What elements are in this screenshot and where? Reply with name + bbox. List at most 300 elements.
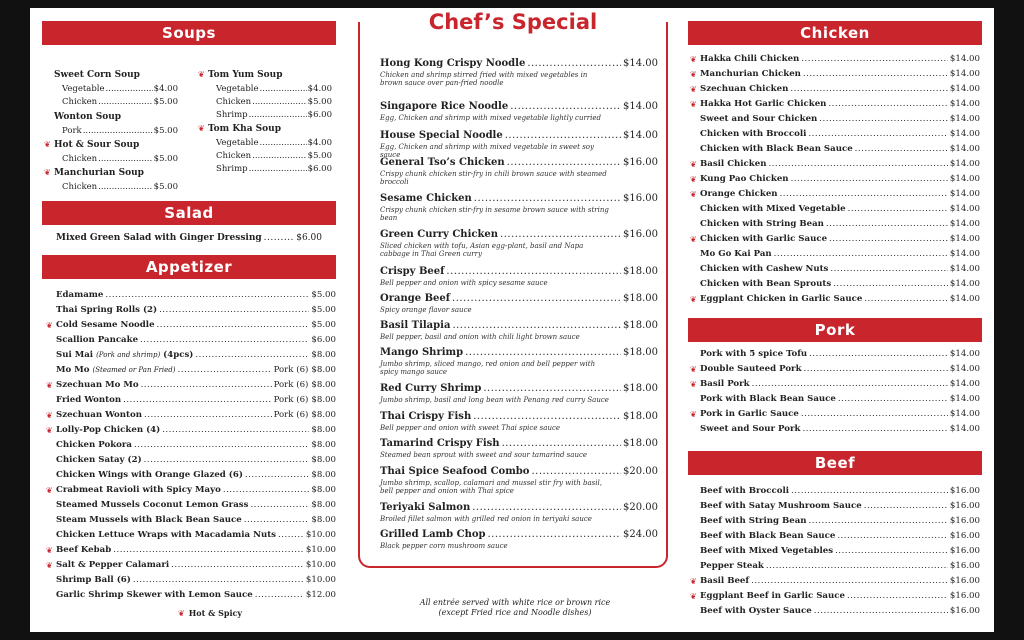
leader-dots <box>803 67 948 82</box>
leader-dots <box>507 156 621 170</box>
chili-icon: ❦ <box>690 295 697 304</box>
special-item-row <box>380 156 658 170</box>
chili-icon: ❦ <box>46 321 53 330</box>
menu-item-name: Beef with Black Bean Sauce <box>700 531 836 541</box>
menu-item-name: Sui Mai <box>56 350 94 360</box>
salad-item <box>56 231 322 246</box>
soup-variant <box>216 82 332 96</box>
menu-item <box>690 407 980 422</box>
chili-icon: ❦ <box>198 70 205 79</box>
soup-variant <box>216 162 332 176</box>
menu-item-price: $14.00 <box>623 58 658 69</box>
menu-item-name: Fried Wonton <box>56 395 122 405</box>
menu-item-name: Thai Crispy Fish <box>380 411 472 422</box>
chefs-special-title-text: Chef’s Special <box>419 10 607 34</box>
leader-dots <box>483 382 621 396</box>
chili-icon: ❦ <box>690 577 697 586</box>
menu-item-price: $16.00 <box>949 486 980 496</box>
leader-dots <box>133 573 304 588</box>
menu-item-price: $20.00 <box>623 502 658 513</box>
special-item <box>380 156 658 186</box>
special-item-row <box>380 129 658 143</box>
menu-item-price: $8.00 <box>311 350 336 360</box>
menu-item-price: $14.00 <box>623 130 658 141</box>
menu-item <box>690 292 980 307</box>
menu-item-price: $16.00 <box>949 606 980 616</box>
menu-item-name: Pork with 5 spice Tofu <box>700 349 808 359</box>
menu-item <box>56 348 336 363</box>
menu-item <box>700 112 980 127</box>
soup-name: Manchurian Soup <box>54 168 144 178</box>
leader-dots <box>500 228 621 242</box>
leader-dots <box>472 501 621 515</box>
menu-item-name: Hong Kong Crispy Noodle <box>380 58 526 69</box>
leader-dots <box>768 157 947 172</box>
soup-variant-price: $5.00 <box>153 182 178 192</box>
leader-dots <box>808 127 948 142</box>
menu-item-name: Crabmeat Ravioli with Spicy Mayo <box>56 485 221 495</box>
menu-item-name: Lolly-Pop Chicken (4) <box>56 425 161 435</box>
leader-dots <box>134 438 309 453</box>
beef-banner: Beef <box>688 451 982 475</box>
leader-dots <box>245 468 309 483</box>
leader-dots <box>502 437 621 451</box>
chili-icon: ❦ <box>690 235 697 244</box>
menu-item <box>46 408 336 423</box>
soups-banner: Soups <box>42 21 336 45</box>
menu-item-count: Pork (6) <box>273 380 309 390</box>
leader-dots <box>264 231 295 246</box>
menu-item-price: $18.00 <box>623 320 658 331</box>
menu-item <box>56 453 336 468</box>
special-item <box>380 292 658 314</box>
menu-item-name: Beef with String Bean <box>700 516 807 526</box>
leader-dots <box>802 422 947 437</box>
special-item <box>380 382 658 404</box>
leader-dots <box>774 247 948 262</box>
menu-item-count: Pork (6) <box>273 395 309 405</box>
leader-dots <box>766 559 948 574</box>
leader-dots <box>249 108 307 122</box>
leader-dots <box>830 262 948 277</box>
menu-item-price: $18.00 <box>623 438 658 449</box>
leader-dots <box>98 95 153 109</box>
leader-dots <box>446 265 621 279</box>
menu-item-price: $14.00 <box>949 249 980 259</box>
chefs-special-box <box>358 10 668 568</box>
menu-item-name: Red Curry Shrimp <box>380 383 482 394</box>
leader-dots <box>123 393 271 408</box>
menu-item-name: Edamame <box>56 290 104 300</box>
menu-item <box>700 604 980 619</box>
menu-item-name: Chicken with Mixed Vegetable <box>700 204 846 214</box>
menu-item <box>56 513 336 528</box>
soup-name: Tom Kha Soup <box>208 124 281 134</box>
leader-dots <box>488 528 622 542</box>
menu-item-price: $14.00 <box>949 114 980 124</box>
menu-item-price: $8.00 <box>311 440 336 450</box>
menu-item-description: Egg, Chicken and shrimp with mixed vegetable lightly curried <box>380 114 602 122</box>
menu-item-name: Pepper Steak <box>700 561 764 571</box>
menu-item-description: Broiled fillet salmon with grilled red onion in teriyaki sauce <box>380 515 592 523</box>
menu-item-name: Orange Chicken <box>700 189 778 199</box>
menu-item-description: Bell pepper and onion with spicy sesame sauce <box>380 279 548 287</box>
menu-item <box>56 528 336 543</box>
menu-item-name: Kung Pao Chicken <box>700 174 789 184</box>
menu-item-name: Mo Mo <box>56 365 90 375</box>
menu-item-price: $14.00 <box>949 159 980 169</box>
menu-item-price: $14.00 <box>949 144 980 154</box>
soup-variant <box>62 180 178 194</box>
pork-banner: Pork <box>688 318 982 342</box>
menu-item-name: Mango Shrimp <box>380 347 464 358</box>
special-item <box>380 192 658 222</box>
soup-variant-price: $4.00 <box>307 138 332 148</box>
leader-dots <box>505 129 621 143</box>
leader-dots <box>780 187 948 202</box>
menu-item-price: $16.00 <box>623 157 658 168</box>
menu-item <box>690 172 980 187</box>
menu-item <box>700 544 980 559</box>
menu-item-price: $18.00 <box>623 347 658 358</box>
leader-dots <box>452 319 621 333</box>
menu-item-price: $14.00 <box>949 379 980 389</box>
menu-item <box>690 187 980 202</box>
soup-name: Tom Yum Soup <box>208 70 283 80</box>
soup-variant-price: $4.00 <box>153 84 178 94</box>
menu-item-count: Pork (6) <box>273 410 309 420</box>
leader-dots <box>814 604 948 619</box>
chefs-special-title <box>360 10 666 34</box>
chicken-banner: Chicken <box>688 21 982 45</box>
menu-item-name: Singapore Rice Noodle <box>380 101 509 112</box>
menu-item-price: $20.00 <box>623 466 658 477</box>
soup-variant <box>216 95 332 109</box>
leader-dots <box>157 318 310 333</box>
menu-item-price: $14.00 <box>949 219 980 229</box>
menu-item-price: $8.00 <box>311 410 336 420</box>
chili-icon: ❦ <box>690 160 697 169</box>
leader-dots <box>809 347 948 362</box>
menu-item <box>700 202 980 217</box>
chili-icon: ❦ <box>46 426 53 435</box>
menu-item-price: $14.00 <box>949 84 980 94</box>
menu-item-name: Thai Spice Seafood Combo <box>380 466 530 477</box>
menu-item-name: Szechuan Chicken <box>700 84 789 94</box>
menu-item-name: Chicken with Garlic Sauce <box>700 234 828 244</box>
leader-dots <box>791 484 948 499</box>
menu-item-price: $16.00 <box>949 546 980 556</box>
chili-icon: ❦ <box>690 365 697 374</box>
special-item <box>380 100 658 122</box>
soup-variant <box>62 95 178 109</box>
chili-icon: ❦ <box>690 380 697 389</box>
menu-item <box>700 422 980 437</box>
leader-dots <box>223 483 310 498</box>
menu-item-name: Green Curry Chicken <box>380 229 499 240</box>
menu-item-name: Chicken Wings with Orange Glazed (6) <box>56 470 243 480</box>
chili-icon: ❦ <box>690 410 697 419</box>
chili-icon: ❦ <box>46 411 53 420</box>
special-item-row <box>380 437 658 451</box>
menu-item-note: (Pork and shrimp) <box>96 351 161 359</box>
menu-item-name: Manchurian Chicken <box>700 69 801 79</box>
chili-icon: ❦ <box>690 85 697 94</box>
soup-variant-label: Chicken <box>62 182 98 192</box>
menu-item <box>46 543 336 558</box>
menu-item-name: Beef with Mixed Vegetables <box>700 546 834 556</box>
menu-item-price: $8.00 <box>311 500 336 510</box>
menu-item-name: Thai Spring Rolls (2) <box>56 305 158 315</box>
menu-item-price: $5.00 <box>311 320 336 330</box>
leader-dots <box>864 499 948 514</box>
leader-dots <box>255 588 304 603</box>
menu-item <box>46 423 336 438</box>
menu-item-name: Beef Kebab <box>56 545 112 555</box>
menu-item-price: $14.00 <box>949 129 980 139</box>
spicy-legend <box>178 608 242 618</box>
menu-item-price: $14.00 <box>949 189 980 199</box>
menu-item <box>700 127 980 142</box>
leader-dots <box>826 217 948 232</box>
menu-item-price: $14.00 <box>949 409 980 419</box>
leader-dots <box>244 513 310 528</box>
leader-dots <box>751 574 948 589</box>
menu-item-description: Jumbo shrimp, sliced mango, red onion and bell pepper with spicy mango sauce <box>380 360 596 376</box>
menu-item-price: $10.00 <box>305 560 336 570</box>
special-item-row <box>380 319 658 333</box>
menu-item-price: $18.00 <box>623 266 658 277</box>
special-item-row <box>380 501 658 515</box>
menu-item <box>700 392 980 407</box>
menu-item-name: Chicken with String Bean <box>700 219 824 229</box>
special-item <box>380 265 658 287</box>
leader-dots <box>140 333 309 348</box>
leader-dots <box>106 82 153 96</box>
menu-item-name: Basil Chicken <box>700 159 767 169</box>
soup-variant-price: $6.00 <box>307 110 332 120</box>
menu-item-price: $8.00 <box>311 455 336 465</box>
menu-item <box>56 363 336 378</box>
menu-item-price: $16.00 <box>949 501 980 511</box>
menu-item-name: Chicken with Broccoli <box>700 129 807 139</box>
menu-item-price: $14.00 <box>949 394 980 404</box>
chili-icon: ❦ <box>690 592 697 601</box>
menu-item-price: $14.00 <box>949 294 980 304</box>
menu-item-name: Basil Beef <box>700 576 750 586</box>
menu-item-name: Szechuan Wonton <box>56 410 142 420</box>
leader-dots <box>855 142 948 157</box>
soup-variant-price: $5.00 <box>153 154 178 164</box>
menu-item-description: Bell pepper, basil and onion with chili light brown sauce <box>380 333 580 341</box>
menu-item-name: Cold Sesame Noodle <box>56 320 155 330</box>
special-item-row <box>380 192 658 206</box>
menu-item <box>700 347 980 362</box>
chili-icon: ❦ <box>690 175 697 184</box>
menu-item-price: $14.00 <box>949 234 980 244</box>
right-column <box>688 8 982 632</box>
menu-item <box>56 333 336 348</box>
menu-item-name: Salt & Pepper Calamari <box>56 560 170 570</box>
menu-item-price: $14.00 <box>949 99 980 109</box>
soup-variant <box>62 82 178 96</box>
leader-dots <box>801 407 948 422</box>
menu-item-count: Pork (6) <box>273 365 309 375</box>
chili-icon: ❦ <box>690 70 697 79</box>
menu-item <box>690 157 980 172</box>
menu-item <box>690 52 980 67</box>
special-item <box>380 501 658 523</box>
menu-item <box>690 82 980 97</box>
menu-item-name: Pork in Garlic Sauce <box>700 409 799 419</box>
special-item-row <box>380 57 658 71</box>
menu-item-name: Mixed Green Salad with Ginger Dressing <box>56 233 262 243</box>
menu-item-price: $14.00 <box>949 364 980 374</box>
soup-variant <box>216 149 332 163</box>
menu-item-price: $16.00 <box>623 193 658 204</box>
leader-dots <box>819 112 948 127</box>
menu-item-description: Crispy chunk chicken stir-fry in chili brown sauce with steamed broccoli <box>380 170 607 186</box>
leader-dots <box>829 232 948 247</box>
menu-item-price: $14.00 <box>949 174 980 184</box>
menu-item-price: $8.00 <box>311 470 336 480</box>
menu-item-price: $14.00 <box>623 101 658 112</box>
soup-variant <box>216 108 332 122</box>
chili-icon: ❦ <box>690 100 697 109</box>
menu-item-name: Shrimp Ball (6) <box>56 575 131 585</box>
menu-item <box>56 438 336 453</box>
leader-dots <box>249 162 307 176</box>
leader-dots <box>791 172 948 187</box>
menu-item <box>700 514 980 529</box>
leader-dots <box>178 363 272 378</box>
menu-item-price: $16.00 <box>623 229 658 240</box>
menu-item <box>690 362 980 377</box>
menu-item-name: Tamarind Crispy Fish <box>380 438 500 449</box>
chili-icon: ❦ <box>44 140 51 149</box>
menu-item <box>700 262 980 277</box>
menu-item-name: Chicken Lettuce Wraps with Macadamia Nuts <box>56 530 276 540</box>
soup-variant-label: Shrimp <box>216 110 248 120</box>
special-item <box>380 528 658 550</box>
leader-dots <box>105 288 309 303</box>
special-item-row <box>380 228 658 242</box>
menu-item-name: Teriyaki Salmon <box>380 502 471 513</box>
menu-item-price: $8.00 <box>311 395 336 405</box>
special-item-row <box>380 292 658 306</box>
menu-item-name: Steam Mussels with Black Bean Sauce <box>56 515 242 525</box>
menu-item-name: Chicken with Black Bean Sauce <box>700 144 853 154</box>
menu-item-name: Sweet and Sour Pork <box>700 424 801 434</box>
menu-item-price: $6.00 <box>311 335 336 345</box>
menu-item-name: Chicken Pokora <box>56 440 132 450</box>
menu-item-description: Egg, Chicken and shrimp with mixed vegetable in sweet soy sauce <box>380 143 594 159</box>
menu-item <box>690 574 980 589</box>
menu-item-name: Double Sauteed Pork <box>700 364 802 374</box>
menu-item-name: Beef with Oyster Sauce <box>700 606 812 616</box>
menu-item <box>46 378 336 393</box>
menu-item-price: $8.00 <box>311 425 336 435</box>
special-item <box>380 410 658 432</box>
menu-item-price: $24.00 <box>623 529 658 540</box>
menu-item-name: Chicken with Cashew Nuts <box>700 264 829 274</box>
menu-item-description: Sliced chicken with tofu, Asian egg-plant, basil and Napa cabbage in Thai Green curry <box>380 242 584 258</box>
soup-variant-label: Pork <box>62 126 82 136</box>
menu-item-name: Scallion Pancake <box>56 335 139 345</box>
leader-dots <box>833 277 948 292</box>
menu-item-name: Grilled Lamb Chop <box>380 529 486 540</box>
leader-dots <box>847 589 948 604</box>
menu-item-price: $5.00 <box>311 290 336 300</box>
leader-dots <box>171 558 304 573</box>
chili-icon: ❦ <box>46 561 53 570</box>
special-item-row <box>380 410 658 424</box>
menu-item-name: Chicken with Bean Sprouts <box>700 279 832 289</box>
menu-item <box>700 559 980 574</box>
leader-dots <box>260 136 307 150</box>
leader-dots <box>250 498 309 513</box>
leader-dots <box>531 465 621 479</box>
menu-item-name: Beef with Broccoli <box>700 486 790 496</box>
menu-item <box>46 483 336 498</box>
menu-item <box>690 589 980 604</box>
soup-name: Hot & Sour Soup <box>54 140 140 150</box>
menu-item <box>690 232 980 247</box>
leader-dots <box>828 97 948 112</box>
leader-dots <box>752 377 948 392</box>
menu-item <box>56 588 336 603</box>
soup-name: Wonton Soup <box>54 112 122 122</box>
menu-item <box>56 498 336 513</box>
chili-icon: ❦ <box>44 168 51 177</box>
menu-item <box>690 377 980 392</box>
menu-item-name: Eggplant Chicken in Garlic Sauce <box>700 294 863 304</box>
menu-item-name: Chicken Satay (2) <box>56 455 142 465</box>
menu-item-name: Crispy Beef <box>380 266 445 277</box>
menu-item-price: $5.00 <box>311 305 336 315</box>
soup-variant-label: Chicken <box>62 154 98 164</box>
menu-item-price: $12.00 <box>305 590 336 600</box>
special-item-row <box>380 265 658 279</box>
menu-item-price: $8.00 <box>311 365 336 375</box>
menu-item-price: $18.00 <box>623 383 658 394</box>
menu-item-price: $10.00 <box>305 530 336 540</box>
leader-dots <box>838 392 948 407</box>
soup-variant-label: Vegetable <box>216 84 259 94</box>
menu-item <box>56 573 336 588</box>
leader-dots <box>473 410 621 424</box>
menu-item-description: Bell pepper and onion with sweet Thai spice sauce <box>380 424 561 432</box>
menu-item-note: (Steamed or Pan Fried) <box>92 366 176 374</box>
menu-item <box>700 499 980 514</box>
legend-label: Hot & Spicy <box>188 608 243 618</box>
menu-item <box>46 558 336 573</box>
menu-item-price: $14.00 <box>949 424 980 434</box>
menu-item <box>690 67 980 82</box>
special-item-row <box>380 346 658 360</box>
menu-item-name: Hakka Hot Garlic Chicken <box>700 99 827 109</box>
special-item-row <box>380 528 658 542</box>
leader-dots <box>98 180 153 194</box>
soup-variant-price: $5.00 <box>307 151 332 161</box>
leader-dots <box>510 100 621 114</box>
menu-item-name: Garlic Shrimp Skewer with Lemon Sauce <box>56 590 253 600</box>
menu-item <box>56 303 336 318</box>
menu-item-price: $8.00 <box>311 485 336 495</box>
leader-dots <box>864 292 948 307</box>
menu-item <box>700 142 980 157</box>
leader-dots <box>837 529 948 544</box>
